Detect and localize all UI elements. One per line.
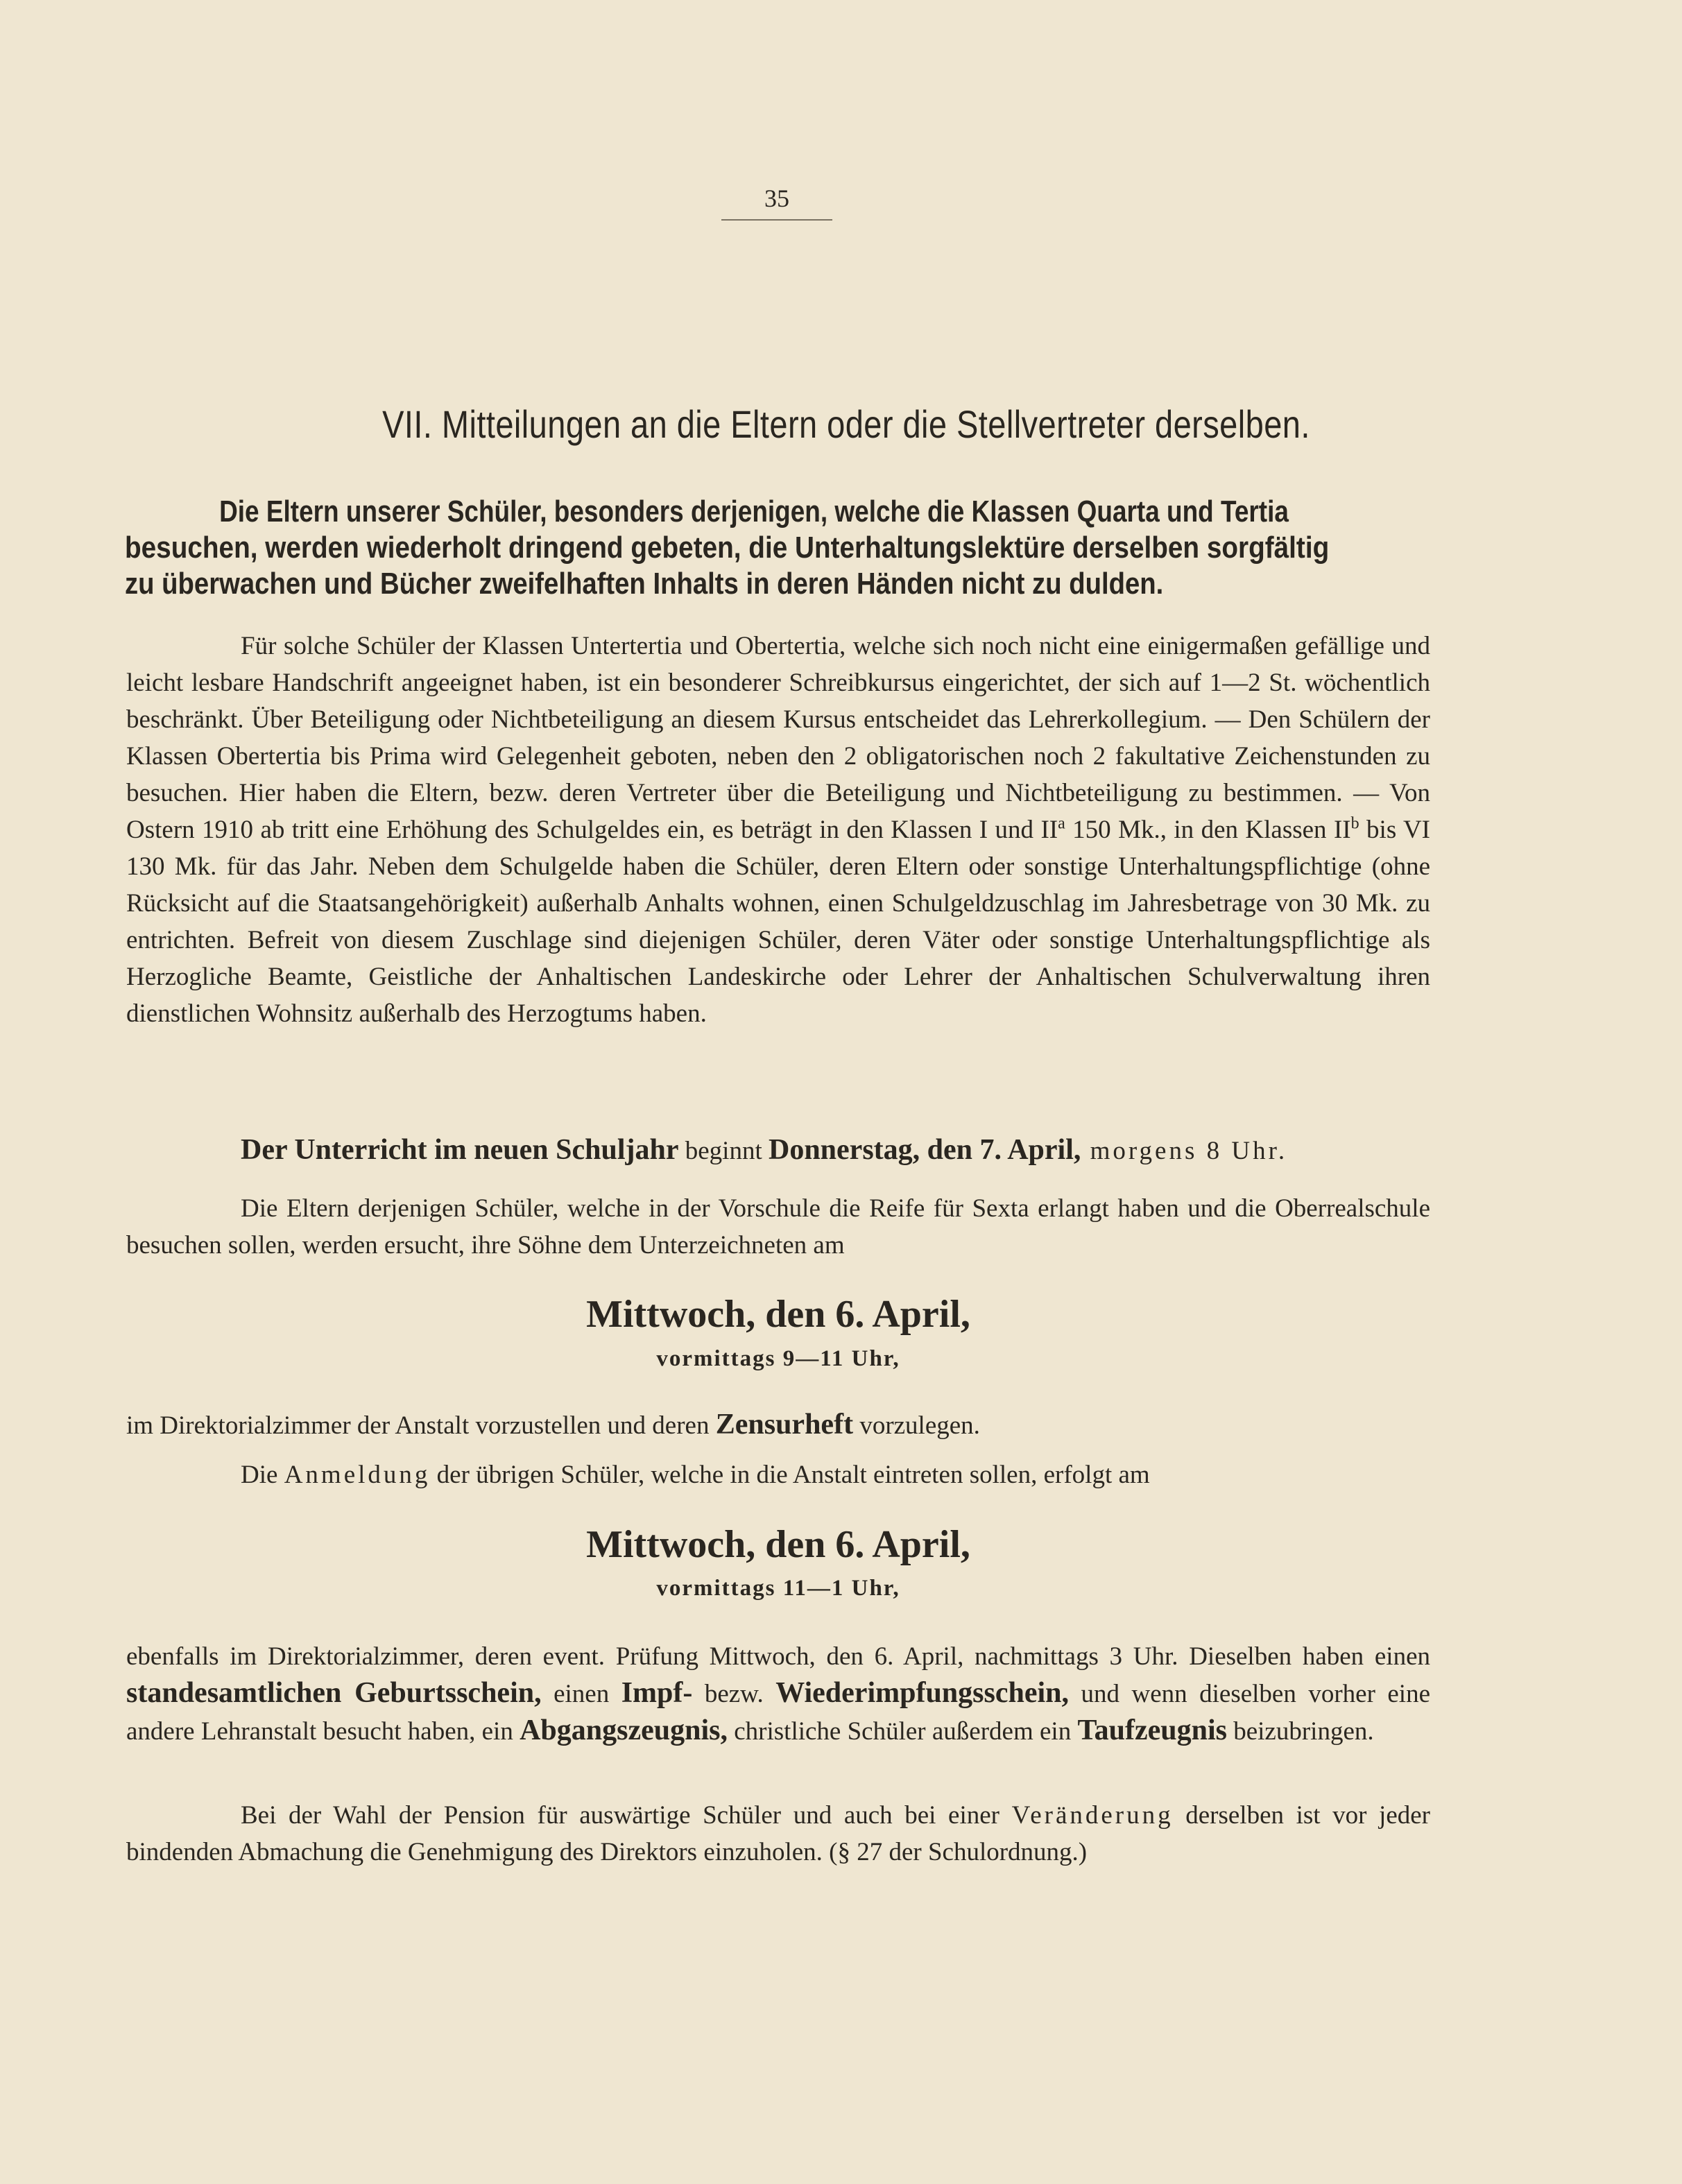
birth-certificate-bold: standesamtlichen Geburtsschein, [126, 1677, 542, 1709]
registration-text [126, 1456, 1430, 1493]
documents-text-d: und wenn dieselben vorher eine andere Lehranstalt besucht haben, ein [126, 1680, 1431, 1746]
documents-text-b: einen [541, 1680, 621, 1708]
superscript-a: a [1058, 814, 1065, 833]
revaccination-bold: Wiederimpfungsschein, [775, 1677, 1070, 1709]
section-title: VII. Mitteilungen an die Eltern oder die Stellvertreter derselben. [382, 402, 1310, 446]
parent-notice [125, 494, 1429, 602]
notice-line-3: zu überwachen und Bücher zweifelhaften Inhalts in deren Händen nicht zu dulden. [125, 567, 1164, 601]
registration-spaced: Anmeldung [284, 1461, 431, 1489]
school-year-start-text [126, 1132, 1430, 1169]
present-report-text-a: im Direktorialzimmer der Anstalt vorzustellen und deren [126, 1411, 716, 1440]
paragraph-documents [126, 1638, 1430, 1750]
boarding-text-b: derselben ist vor jeder bindenden Abmachung die Genehmigung des Direktors einzuholen. (§ 27 der Schulordnung.) [126, 1801, 1430, 1866]
documents-text-f: beizubringen. [1226, 1717, 1374, 1746]
vaccination-bold: Impf- [621, 1677, 693, 1709]
lesson-start-bold: Der Unterricht im neuen Schuljahr [241, 1134, 679, 1166]
documents-text-c: bezw. [692, 1680, 776, 1708]
documents-text-e: christliche Schüler außerdem ein [728, 1717, 1078, 1746]
documents-text [126, 1638, 1430, 1750]
superscript-b: b [1350, 814, 1359, 833]
paragraph-writing-course-and-fees [126, 628, 1430, 1032]
time-heading-2: vormittags 11—1 Uhr, [656, 1576, 900, 1601]
time-heading-1: vormittags 9—11 Uhr, [656, 1346, 900, 1371]
school-year-start [126, 1132, 1430, 1169]
notice-line-2: besuchen, werden wiederholt dringend gebeten, die Unterhaltungslektüre derselben sorgfältig [125, 531, 1330, 565]
paragraph-boarding [126, 1797, 1430, 1871]
baptism-certificate-bold: Taufzeugnis [1077, 1714, 1227, 1746]
boarding-spaced: Veränderung [1011, 1801, 1174, 1830]
present-report-text-b: vorzulegen. [853, 1411, 980, 1440]
present-report-text [126, 1407, 1430, 1444]
paragraph-text-c: bis VI 130 Mk. für das Jahr. Neben dem Schulgelde haben die Schüler, deren Eltern oder sonstige Unterhaltungspflichtige (ohne Rücksicht auf die Staatsangehörigkeit) außerhalb Anhalts wohnen, einen Schulgeldzuschlag im Jahresbetrage von 30 Mk. zu entrichten. Befreit von diesem Zuschlage sind diejenigen Schüler, deren Väter oder sonstige Unterhaltungspflichtige als Herzogliche Beamte, Geistliche der Anhaltischen Landeskirche oder Lehrer der Anhaltischen Schulverwaltung ihren dienstlichen Wohnsitz außerhalb des Herzogtums haben. [126, 816, 1431, 1028]
paragraph-preschool-text: Die Eltern derjenigen Schüler, welche in der Vorschule die Reife für Sexta erlangt haben und die Oberrealschule besuchen sollen, werden ersucht, ihre Söhne dem Unterzeichneten am [126, 1194, 1430, 1259]
notice-line-1: Die Eltern unserer Schüler, besonders derjenigen, welche die Klassen Quarta und Tertia [219, 495, 1289, 528]
page-number-rule [721, 219, 832, 221]
registration-text-a: Die [241, 1461, 284, 1489]
date-heading-1: Mittwoch, den 6. April, [586, 1293, 970, 1336]
date-heading-2: Mittwoch, den 6. April, [586, 1523, 970, 1566]
boarding-text-a: Bei der Wahl der Pension für auswärtige Schüler und auch bei einer [241, 1801, 1012, 1830]
documents-text-a: ebenfalls im Direktorialzimmer, deren event. Prüfung Mittwoch, den 6. April, nachmittags 3 Uhr. Dieselben haben einen [126, 1642, 1430, 1671]
paragraph-text-a: Für solche Schüler der Klassen Untertertia und Obertertia, welche sich noch nicht eine einigermaßen gefällige und leicht lesbare Handschrift angeeignet haben, ist ein besonderer Schreibkursus eingerichtet, der sich auf 1—2 St. wöchentlich beschränkt. Über Beteiligung oder Nichtbeteiligung an diesem Kursus entscheidet das Lehrerkollegium. — Den Schülern der Klassen Obertertia bis Prima wird Gelegenheit geboten, neben den 2 obligatorischen noch 2 fakultative Zeichenstunden zu besuchen. Hier haben die Eltern, bezw. deren Vertreter über die Beteiligung und Nichtbeteiligung zu bestimmen. — Von Ostern 1910 ab tritt eine Erhöhung des Schulgeldes ein, es beträgt in den Klassen I und II [126, 632, 1430, 844]
leaving-certificate-bold: Abgangszeugnis, [520, 1714, 728, 1746]
page-number: 35 [764, 184, 789, 212]
lesson-start-text-a: beginnt [678, 1137, 769, 1165]
paragraph-present-report [126, 1407, 1430, 1444]
paragraph-preschool-parents [126, 1190, 1430, 1264]
report-card-bold: Zensurheft [715, 1409, 854, 1441]
boarding-text [126, 1797, 1430, 1871]
paragraph-text-b: 150 Mk., in den Klassen II [1065, 816, 1351, 844]
paragraph-registration [126, 1456, 1430, 1493]
lesson-start-date: Donnerstag, den 7. April, [768, 1134, 1081, 1166]
registration-text-b: der übrigen Schüler, welche in die Anstalt eintreten sollen, erfolgt am [430, 1461, 1150, 1489]
lesson-start-time: morgens 8 Uhr. [1081, 1137, 1288, 1165]
paragraph-text [126, 628, 1430, 1032]
